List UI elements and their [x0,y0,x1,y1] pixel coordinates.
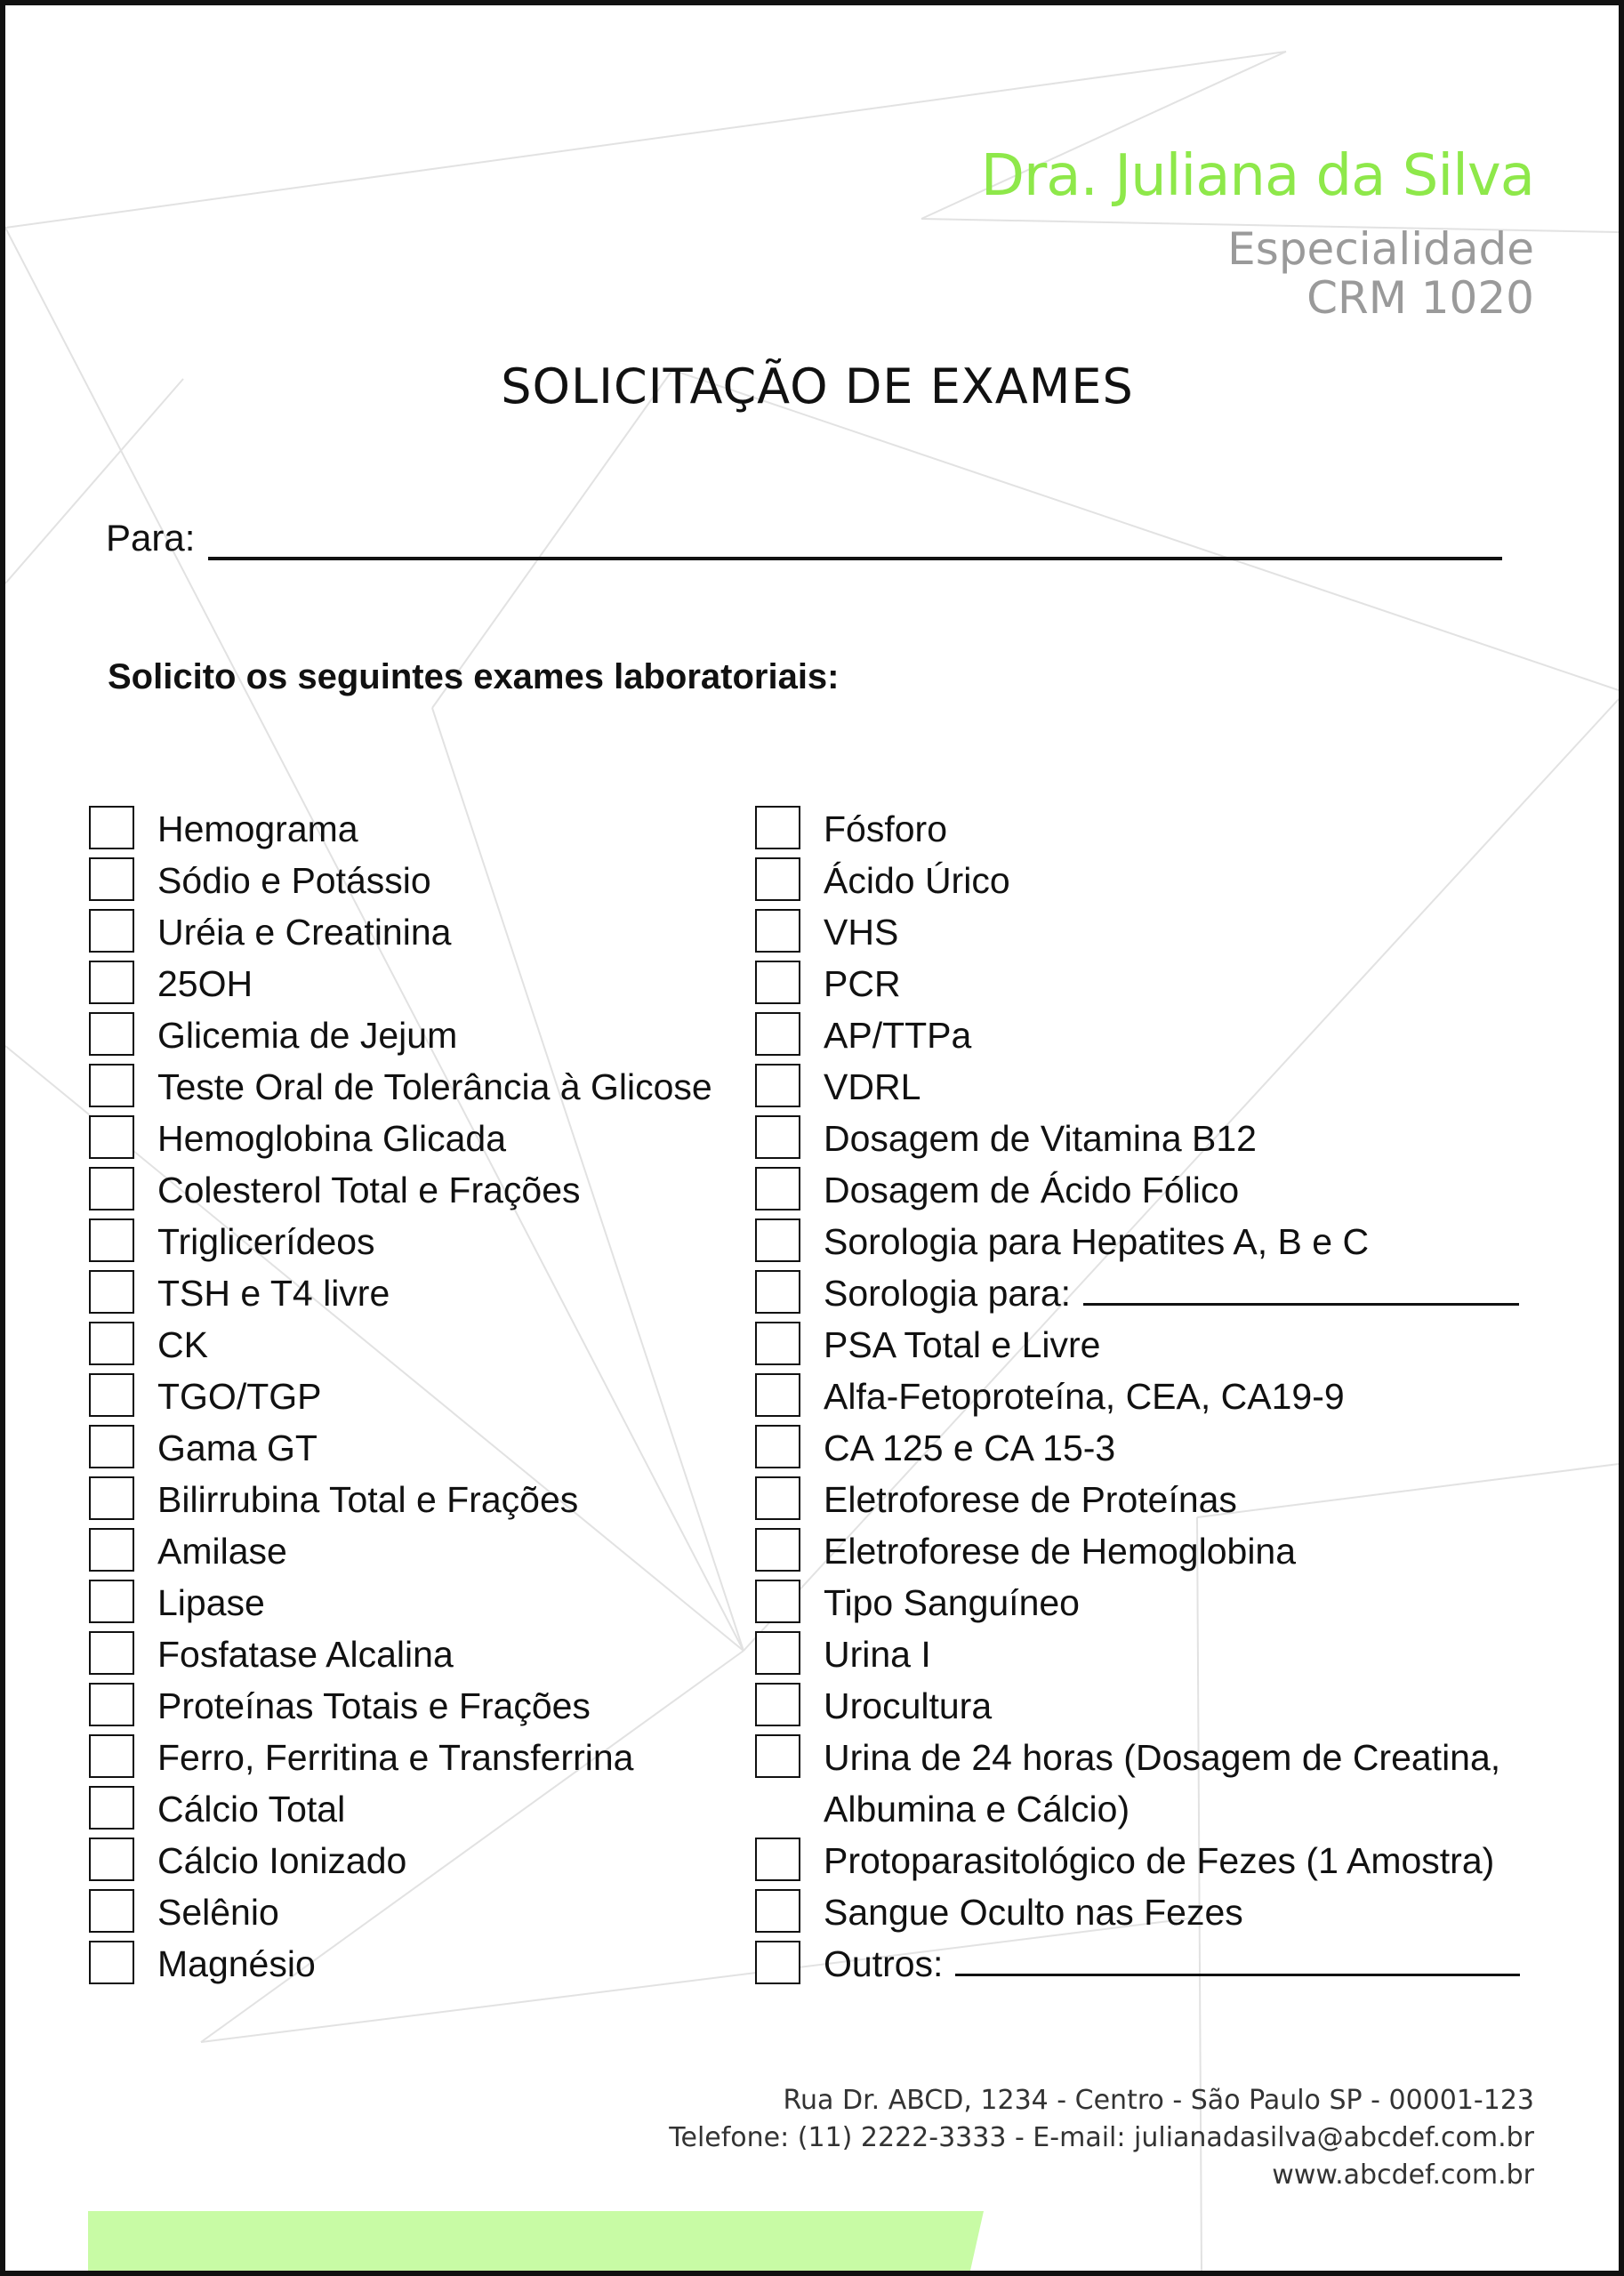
exam-label: TGO/TGP [157,1376,322,1417]
exam-label [824,1066,921,1108]
exam-checkbox[interactable] [89,857,134,901]
exam-label-text: Sorologia para: [824,1273,1072,1314]
exam-label [824,1530,1296,1572]
exam-label-text: Eletroforese de Proteínas [824,1479,1237,1520]
exam-checkbox[interactable] [755,961,800,1004]
exam-checkbox[interactable] [755,806,800,849]
exam-checkbox[interactable] [89,806,134,849]
exam-checkbox[interactable] [89,1064,134,1107]
exam-label-text: Protoparasitológico de Fezes (1 Amostra) [824,1840,1495,1881]
exam-label-text: Alfa-Fetoproteína, CEA, CA19-9 [824,1376,1345,1417]
exam-label: Proteínas Totais e Frações [157,1685,591,1726]
exam-label: Amilase [157,1531,287,1572]
exam-label-text: Dosagem de Ácido Fólico [824,1170,1240,1210]
exam-label-text: Fósforo [824,808,947,849]
exam-label: CK [157,1324,208,1365]
exam-checkbox[interactable] [89,1115,134,1159]
exam-label: Uréia e Creatinina [157,912,452,953]
exam-label-text: Sangue Oculto nas Fezes [824,1892,1243,1933]
exam-label [824,1736,1500,1779]
exam-checkbox[interactable] [755,1528,800,1572]
exam-label [824,1633,931,1676]
exam-checkbox[interactable] [755,1373,800,1417]
exam-label: Sódio e Potássio [157,860,431,901]
exam-label [824,1685,992,1727]
specialty: Especialidade [1227,223,1534,275]
para-label: Para: [106,517,196,559]
exam-label [824,1942,1520,1985]
crm-number: CRM 1020 [1306,272,1534,324]
exam-checkbox[interactable] [755,1734,800,1778]
exam-checkbox[interactable] [89,1322,134,1365]
exam-label: Hemoglobina Glicada [157,1118,507,1159]
exam-label-text: Ácido Úrico [824,860,1010,901]
exam-checkbox[interactable] [755,1064,800,1107]
exam-checkbox[interactable] [89,1528,134,1572]
exam-label [824,1169,1239,1211]
exam-checkbox[interactable] [89,1167,134,1210]
footer-website: www.abcdef.com.br [1272,2159,1534,2191]
exam-checkbox[interactable] [755,1941,800,1984]
exam-label: Bilirrubina Total e Frações [157,1479,579,1520]
exam-label: Ferro, Ferritina e Transferrina [157,1737,634,1778]
page-title: SOLICITAÇÃO DE EXAMES [501,358,1134,414]
exam-label [824,1220,1369,1263]
exam-label: Glicemia de Jejum [157,1015,458,1056]
fill-in-line[interactable] [955,1974,1520,1976]
exam-label: TSH e T4 livre [157,1273,390,1314]
exam-checkbox[interactable] [755,1012,800,1056]
exam-checkbox[interactable] [89,1218,134,1262]
exam-label-text: VHS [824,912,899,953]
exam-label-text: Urina de 24 horas (Dosagem de Creatina, [824,1737,1501,1778]
exam-label [824,1891,1243,1934]
exam-checkbox[interactable] [89,1734,134,1778]
exam-label [824,1581,1080,1624]
exam-label-text: Urocultura [824,1685,993,1726]
exam-checkbox[interactable] [89,1580,134,1623]
para-input-line[interactable] [208,557,1502,560]
exam-label-text: PCR [824,963,901,1004]
exam-checkbox[interactable] [89,1270,134,1314]
exam-label: Cálcio Total [157,1789,346,1830]
exam-label [824,1375,1345,1418]
footer-address: Rua Dr. ABCD, 1234 - Centro - São Paulo SP - 00001-123 [783,2085,1534,2116]
exam-checkbox[interactable] [89,1889,134,1933]
exam-checkbox[interactable] [755,1218,800,1262]
exam-label: Triglicerídeos [157,1221,375,1262]
doctor-name: Dra. Juliana da Silva [980,143,1534,209]
exam-checkbox[interactable] [89,1373,134,1417]
exam-checkbox[interactable] [89,1631,134,1675]
exam-label-text: Dosagem de Vitamina B12 [824,1118,1257,1159]
exam-label-text: Sorologia para Hepatites A, B e C [824,1221,1370,1262]
exam-checkbox[interactable] [755,1476,800,1520]
exam-label [824,1839,1494,1882]
exam-checkbox[interactable] [89,909,134,953]
accent-band [88,2211,984,2271]
exam-label: Magnésio [157,1943,316,1984]
exam-checkbox[interactable] [89,1786,134,1830]
exam-checkbox[interactable] [755,1270,800,1314]
exam-label [824,859,1010,902]
exam-label [824,1323,1100,1366]
intro-text: Solicito os seguintes exames laboratoriais: [108,657,840,696]
exam-label-continuation: Albumina e Cálcio) [824,1789,1130,1830]
exam-label: Cálcio Ionizado [157,1840,407,1881]
exam-checkbox[interactable] [755,857,800,901]
exam-checkbox[interactable] [89,1683,134,1726]
exam-label [824,808,947,850]
exam-label: Fosfatase Alcalina [157,1634,454,1675]
exam-label: Gama GT [157,1428,318,1468]
exam-label [824,962,901,1005]
exam-label [824,911,898,953]
exam-label-text: Eletroforese de Hemoglobina [824,1531,1297,1572]
exam-checkbox[interactable] [89,1941,134,1984]
exam-label: Hemograma [157,808,358,849]
exam-label-text: VDRL [824,1066,921,1107]
footer-contact: Telefone: (11) 2222-3333 - E-mail: julianadasilva@abcdef.com.br [669,2122,1534,2153]
fill-in-line[interactable] [1083,1303,1519,1306]
exam-checkbox[interactable] [755,1425,800,1468]
exam-checkbox[interactable] [89,1012,134,1056]
exam-checkbox[interactable] [755,1167,800,1210]
exam-label: Teste Oral de Tolerância à Glicose [157,1066,712,1107]
exam-label: Lipase [157,1582,265,1623]
exam-label [824,1427,1115,1469]
exam-checkbox[interactable] [755,1115,800,1159]
exam-checkbox[interactable] [755,1580,800,1623]
exam-checkbox[interactable] [755,1322,800,1365]
exam-label-text: Urina I [824,1634,931,1675]
exam-checkbox[interactable] [89,1476,134,1520]
exam-label-text: Outros: [824,1943,944,1984]
exam-checkbox[interactable] [755,1838,800,1881]
exam-checkbox[interactable] [89,1838,134,1881]
exam-checkbox[interactable] [755,1631,800,1675]
exam-label [824,1478,1237,1521]
exam-checkbox[interactable] [89,961,134,1004]
exam-checkbox[interactable] [89,1425,134,1468]
exam-label-text: PSA Total e Livre [824,1324,1101,1365]
exam-label: Selênio [157,1892,279,1933]
exam-checkbox[interactable] [755,1889,800,1933]
exam-label: 25OH [157,963,253,1004]
exam-label [824,1272,1519,1315]
exam-label [824,1117,1257,1160]
exam-label-text: Tipo Sanguíneo [824,1582,1080,1623]
exam-checkbox[interactable] [755,1683,800,1726]
exam-label [824,1014,971,1057]
exam-checkbox[interactable] [755,909,800,953]
exam-label-text: AP/TTPa [824,1015,972,1056]
exam-label: Colesterol Total e Frações [157,1170,581,1210]
exam-label-text: CA 125 e CA 15-3 [824,1428,1116,1468]
